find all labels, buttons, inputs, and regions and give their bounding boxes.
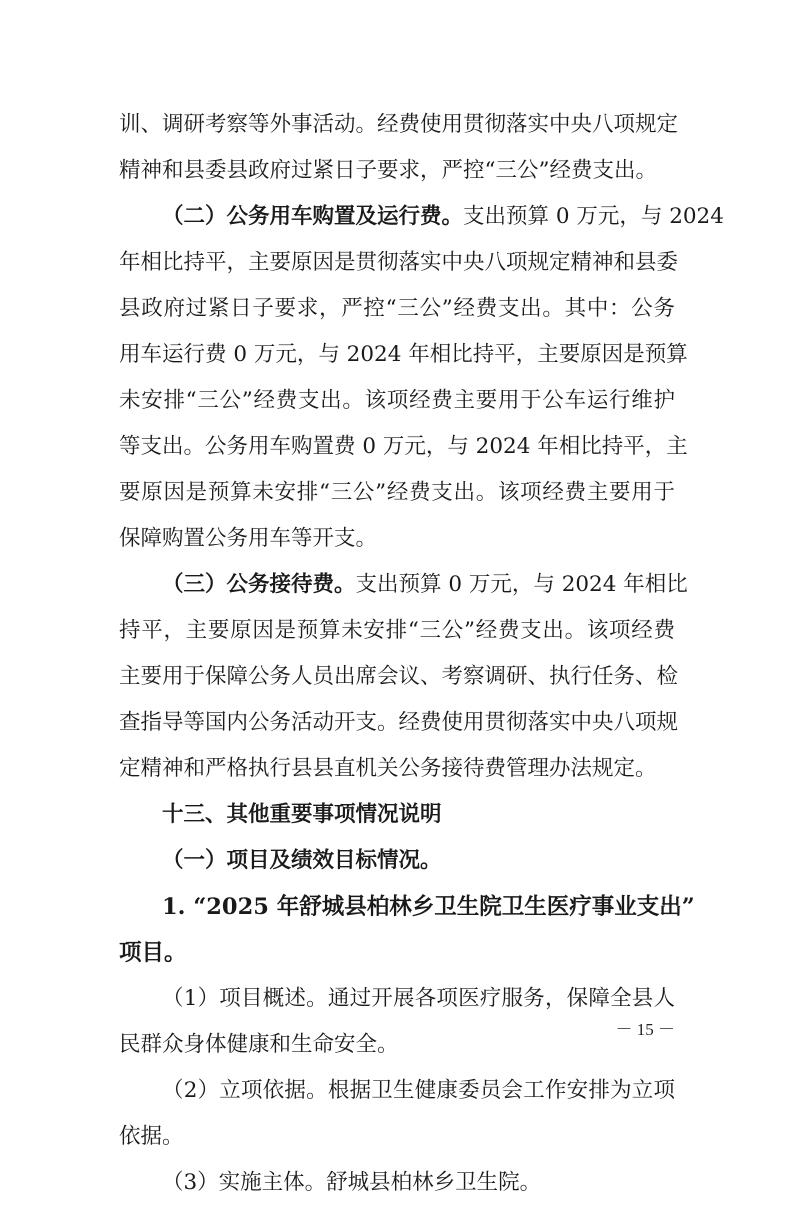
paragraph-lead: （二）公务用车购置及运行费。 — [162, 204, 464, 229]
list-item: （3）实施主体。舒城县柏林乡卫生院。 — [162, 1170, 542, 1195]
subsection-heading: （一）项目及绩效目标情况。 — [162, 848, 442, 873]
text-line: 要原因是预算未安排“三公”经费支出。该项经费主要用于 — [119, 480, 675, 505]
text-span: 支出预算 0 万元，与 2024 — [463, 204, 724, 229]
text-span: 支出预算 0 万元，与 2024 年相比 — [355, 572, 688, 597]
text-line: 定精神和严格执行县县直机关公务接待费管理办法规定。 — [119, 756, 657, 781]
page-number: － 15 － — [615, 1020, 675, 1039]
section-heading: 十三、其他重要事项情况说明 — [162, 802, 442, 827]
text-line: 持平，主要原因是预算未安排“三公”经费支出。该项经费 — [119, 618, 675, 643]
text-line: 县政府过紧日子要求，严控“三公”经费支出。其中：公务 — [119, 296, 675, 321]
text-line: 用车运行费 0 万元，与 2024 年相比持平，主要原因是预算 — [119, 342, 688, 367]
list-item: （1）项目概述。通过开展各项医疗服务，保障全县人 — [162, 986, 675, 1011]
text-line: 年相比持平，主要原因是贯彻落实中央八项规定精神和县委 — [119, 250, 679, 275]
text-line: 主要用于保障公务人员出席会议、考察调研、执行任务、检 — [119, 664, 679, 689]
text-line: 等支出。公务用车购置费 0 万元，与 2024 年相比持平，主 — [119, 434, 688, 459]
text-line — [119, 562, 688, 608]
project-title-continuation: 项目。 — [119, 940, 187, 966]
document-body — [119, 102, 724, 1206]
list-item-continuation: 依据。 — [119, 1124, 184, 1149]
text-line: 保障购置公务用车等开支。 — [119, 526, 378, 551]
text-line: 未安排“三公”经费支出。该项经费主要用于公车运行维护 — [119, 388, 675, 413]
text-line: 训、调研考察等外事活动。经费使用贯彻落实中央八项规定 — [119, 112, 679, 137]
list-item-continuation: 民群众身体健康和生命安全。 — [119, 1032, 399, 1057]
text-line: 精神和县委县政府过紧日子要求，严控“三公”经费支出。 — [119, 158, 657, 183]
list-item: （2）立项依据。根据卫生健康委员会工作安排为立项 — [162, 1078, 675, 1103]
text-line — [119, 194, 724, 240]
paragraph-lead: （三）公务接待费。 — [162, 572, 356, 597]
text-line: 查指导等国内公务活动开支。经费使用贯彻落实中央八项规 — [119, 710, 679, 735]
project-title: 1. “2025 年舒城县柏林乡卫生院卫生医疗事业支出” — [162, 894, 695, 920]
